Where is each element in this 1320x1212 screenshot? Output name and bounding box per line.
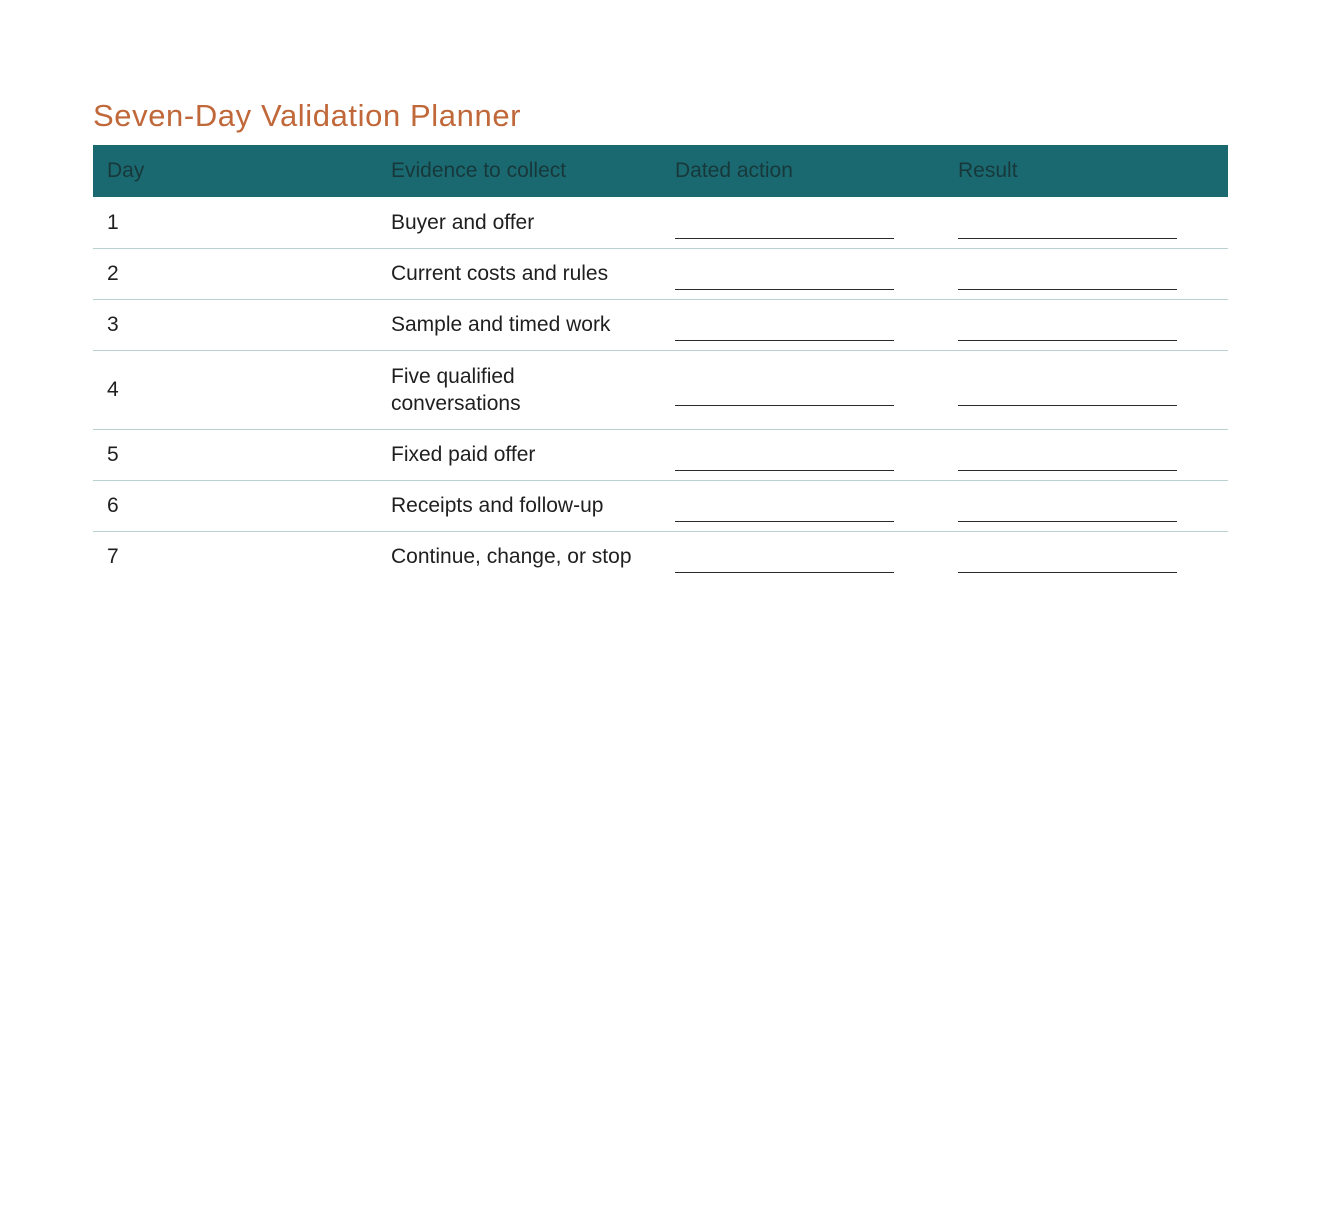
evidence-cell	[377, 248, 661, 299]
result-blank[interactable]	[958, 261, 1177, 290]
table-row	[93, 429, 1228, 480]
day-cell: 3	[107, 313, 119, 336]
result-blank[interactable]	[958, 377, 1177, 406]
dated-action-cell[interactable]	[661, 480, 944, 531]
day-cell: 2	[107, 262, 119, 285]
dated-action-blank[interactable]	[675, 377, 894, 406]
day-cell: 4	[107, 378, 119, 401]
result-blank[interactable]	[958, 544, 1177, 573]
result-cell[interactable]	[944, 350, 1228, 429]
result-cell[interactable]	[944, 531, 1228, 582]
result-cell[interactable]	[944, 429, 1228, 480]
table-row	[93, 248, 1228, 299]
column-header-evidence: Evidence to collect	[391, 159, 567, 182]
evidence-text: Buyer and offer	[391, 210, 535, 234]
evidence-text: Fixed paid offer	[391, 443, 536, 466]
evidence-text: Continue, change, or stop	[391, 545, 632, 569]
dated-action-blank[interactable]	[675, 544, 894, 573]
evidence-cell	[377, 480, 661, 531]
column-header-dated-action: Dated action	[675, 159, 793, 182]
dated-action-cell[interactable]	[661, 299, 944, 350]
evidence-text: Receipts and follow-up	[391, 494, 604, 517]
evidence-cell	[377, 299, 661, 350]
result-blank[interactable]	[958, 493, 1177, 522]
result-cell[interactable]	[944, 248, 1228, 299]
dated-action-blank[interactable]	[675, 442, 894, 471]
column-header-day: Day	[107, 159, 145, 182]
evidence-text: Current costs and rules	[391, 262, 609, 285]
result-blank[interactable]	[958, 210, 1177, 239]
evidence-cell	[377, 350, 661, 429]
result-cell[interactable]	[944, 299, 1228, 350]
planner-page	[93, 96, 1228, 582]
dated-action-blank[interactable]	[675, 312, 894, 341]
result-blank[interactable]	[958, 442, 1177, 471]
result-blank[interactable]	[958, 312, 1177, 341]
day-cell: 1	[107, 210, 119, 234]
table-row	[93, 299, 1228, 350]
dated-action-cell[interactable]	[661, 197, 944, 248]
dated-action-cell[interactable]	[661, 429, 944, 480]
day-cell: 7	[107, 545, 119, 569]
evidence-text: Sample and timed work	[391, 313, 611, 336]
table-row	[93, 531, 1228, 582]
evidence-text: Five qualified conversations	[391, 364, 521, 415]
evidence-cell	[377, 197, 661, 248]
validation-planner-table	[93, 145, 1228, 582]
page-title: Seven-Day Validation Planner	[93, 98, 522, 133]
column-header-result: Result	[958, 159, 1018, 182]
table-header-row	[93, 145, 1228, 197]
dated-action-cell[interactable]	[661, 248, 944, 299]
dated-action-cell[interactable]	[661, 350, 944, 429]
table-row	[93, 480, 1228, 531]
table-row	[93, 350, 1228, 429]
dated-action-blank[interactable]	[675, 210, 894, 239]
result-cell[interactable]	[944, 197, 1228, 248]
dated-action-blank[interactable]	[675, 261, 894, 290]
evidence-cell	[377, 429, 661, 480]
day-cell: 6	[107, 494, 119, 517]
evidence-cell	[377, 531, 661, 582]
dated-action-blank[interactable]	[675, 493, 894, 522]
dated-action-cell[interactable]	[661, 531, 944, 582]
result-cell[interactable]	[944, 480, 1228, 531]
day-cell: 5	[107, 443, 119, 466]
table-row	[93, 197, 1228, 248]
